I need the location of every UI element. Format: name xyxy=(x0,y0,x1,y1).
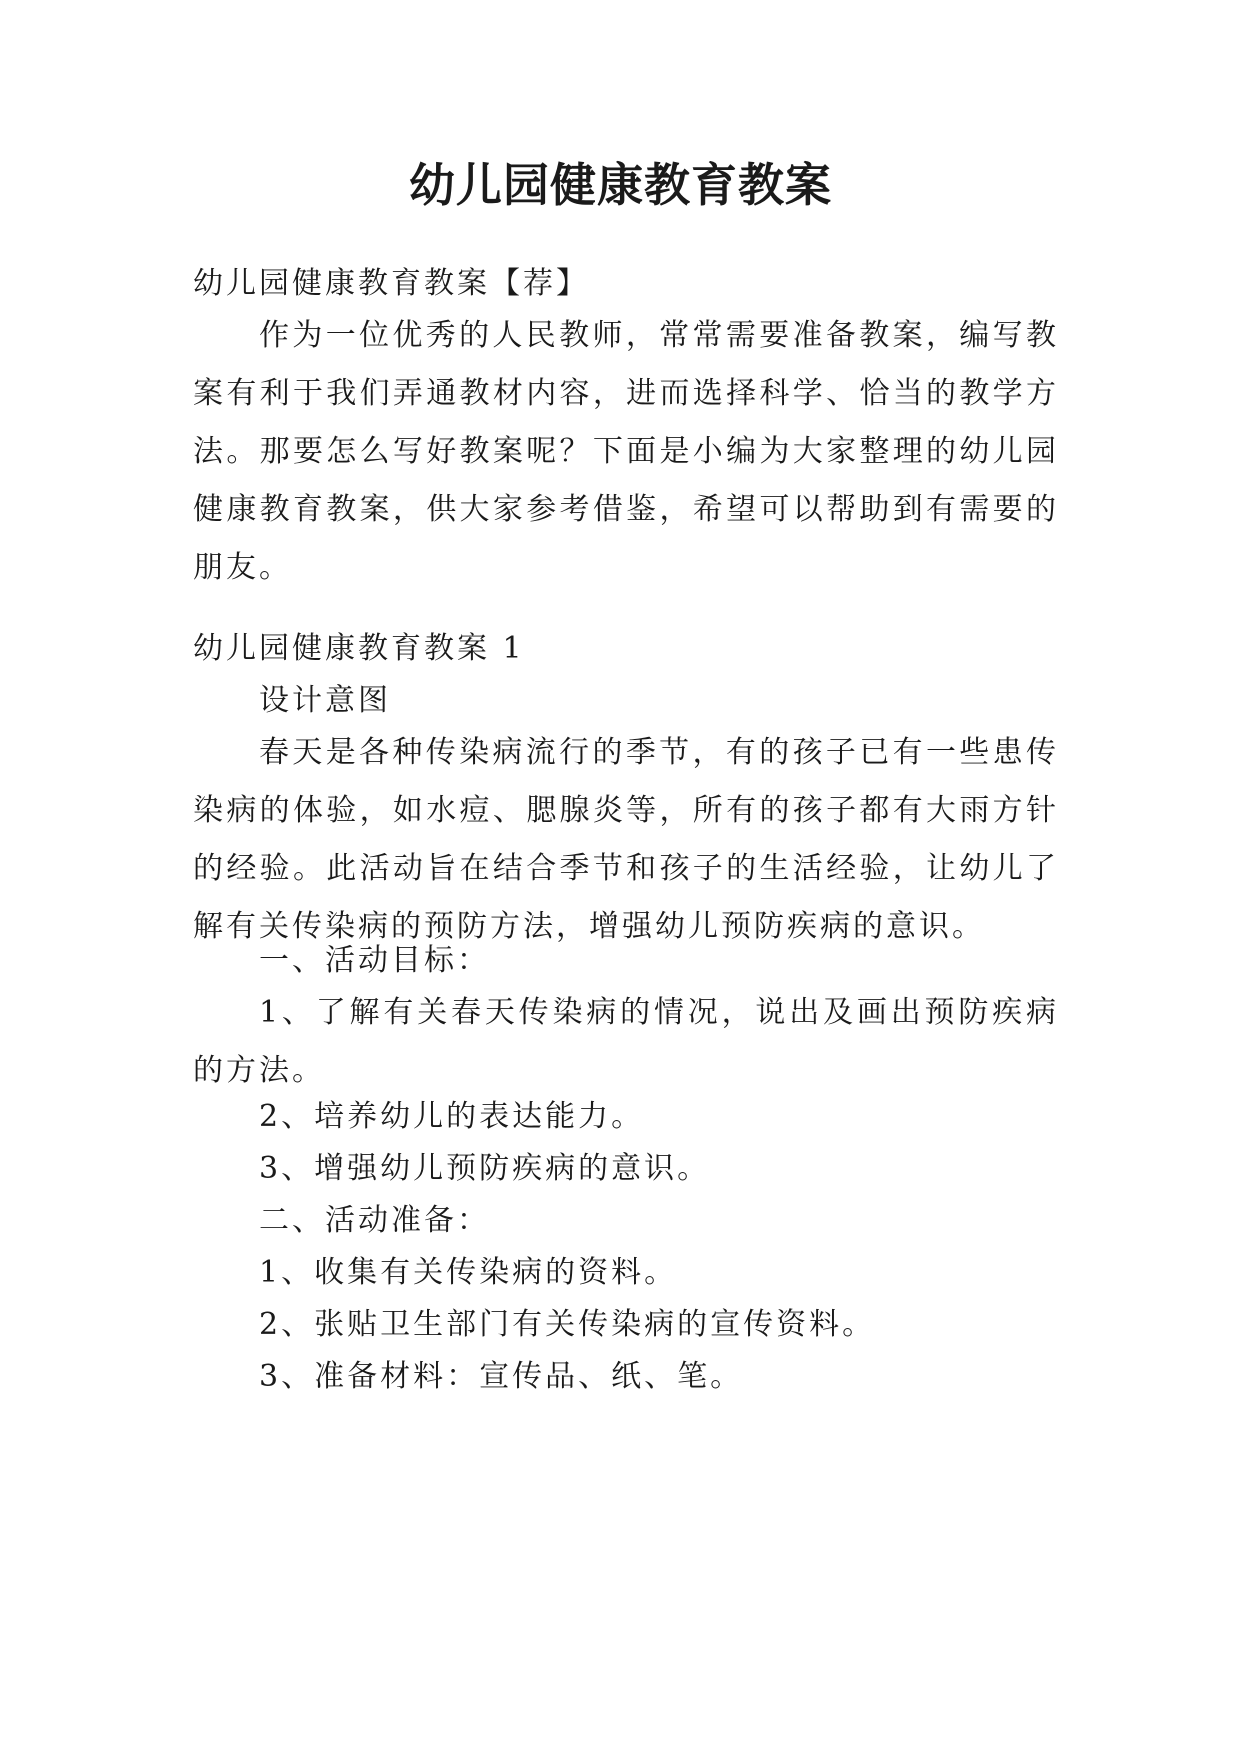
goal-item-2: 2、培养幼儿的表达能力。 xyxy=(259,1099,645,1134)
intro-heading: 幼儿园健康教育教案【荐】 xyxy=(193,266,589,301)
goals-heading: 一、活动目标： xyxy=(259,943,490,978)
design-intent-paragraph: 春天是各种传染病流行的季节，有的孩子已有一些患传染病的体验，如水痘、腮腺炎等，所有的孩子都有大雨方针的经验。此活动旨在结合季节和孩子的生活经验，让幼儿了解有关传染病的预防方法，增强幼儿预防疾病的意识。 xyxy=(193,735,1059,944)
prep-heading: 二、活动准备： xyxy=(259,1203,490,1238)
prep-item-1: 1、收集有关传染病的资料。 xyxy=(259,1255,678,1290)
prep-item-3: 3、准备材料：宣传品、纸、笔。 xyxy=(259,1359,744,1394)
goal-item-3: 3、增强幼儿预防疾病的意识。 xyxy=(259,1151,711,1186)
section1-heading: 幼儿园健康教育教案 1 xyxy=(193,631,525,666)
prep-item-2: 2、张贴卫生部门有关传染病的宣传资料。 xyxy=(259,1307,876,1342)
design-intent-label: 设计意图 xyxy=(259,683,391,718)
intro-paragraph: 作为一位优秀的人民教师，常常需要准备教案，编写教案有利于我们弄通教材内容，进而选择科学、恰当的教学方法。那要怎么写好教案呢？下面是小编为大家整理的幼儿园健康教育教案，供大家参考借鉴，希望可以帮助到有需要的朋友。 xyxy=(193,318,1059,585)
document-title: 幼儿园健康教育教案 xyxy=(409,158,832,212)
goal-item-1: 1、了解有关春天传染病的情况，说出及画出预防疾病的方法。 xyxy=(193,995,1059,1088)
